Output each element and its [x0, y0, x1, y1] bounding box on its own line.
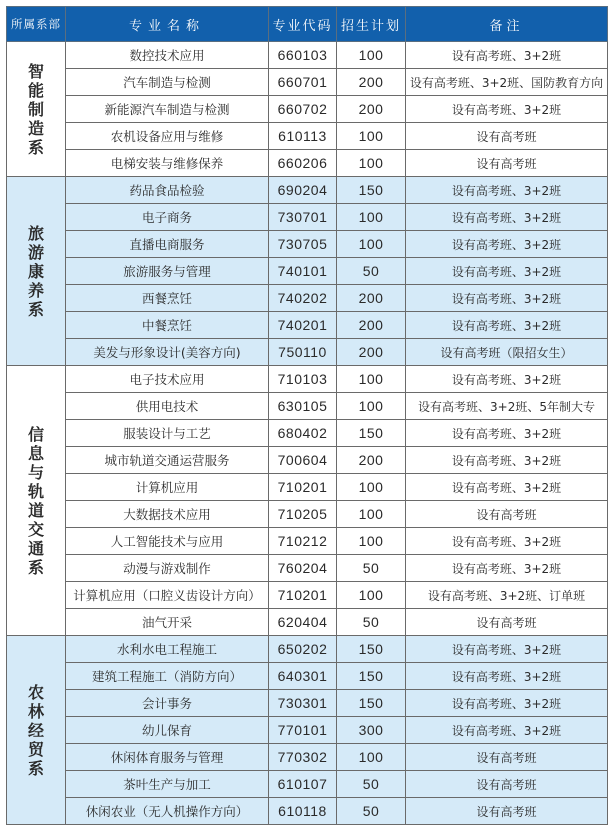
- major-name-cell: 美发与形象设计(美容方向): [66, 339, 269, 366]
- column-header-plan: 招生计划: [337, 7, 406, 42]
- remark-cell: 设有高考班、3+2班: [406, 366, 608, 393]
- major-name-cell: 动漫与游戏制作: [66, 555, 269, 582]
- major-code-cell: 660103: [269, 42, 337, 69]
- major-name-cell: 大数据技术应用: [66, 501, 269, 528]
- major-code-cell: 750110: [269, 339, 337, 366]
- major-name-cell: 数控技术应用: [66, 42, 269, 69]
- major-name-cell: 水利水电工程施工: [66, 636, 269, 663]
- table-row: [7, 96, 608, 123]
- enrollment-plan-cell: 100: [337, 204, 406, 231]
- table-row: [7, 69, 608, 96]
- enrollment-plan-cell: 100: [337, 366, 406, 393]
- remark-cell: 设有高考班、3+2班: [406, 285, 608, 312]
- remark-cell: 设有高考班、3+2班: [406, 474, 608, 501]
- major-code-cell: 660206: [269, 150, 337, 177]
- major-code-cell: 610113: [269, 123, 337, 150]
- column-header-name: 专业名称: [66, 7, 269, 42]
- table-row: [7, 447, 608, 474]
- table-row: [7, 312, 608, 339]
- table-row: [7, 717, 608, 744]
- department-label: 农林经贸系: [27, 682, 44, 778]
- major-code-cell: 700604: [269, 447, 337, 474]
- major-code-cell: 640301: [269, 663, 337, 690]
- major-code-cell: 620404: [269, 609, 337, 636]
- major-code-cell: 610107: [269, 771, 337, 798]
- major-code-cell: 730301: [269, 690, 337, 717]
- table-row: [7, 474, 608, 501]
- enrollment-plan-cell: 150: [337, 420, 406, 447]
- major-name-cell: 幼儿保育: [66, 717, 269, 744]
- enrollment-plan-cell: 100: [337, 528, 406, 555]
- remark-cell: 设有高考班、3+2班: [406, 528, 608, 555]
- major-code-cell: 740202: [269, 285, 337, 312]
- major-code-cell: 730705: [269, 231, 337, 258]
- column-header-note: 备注: [406, 7, 608, 42]
- enrollment-plan-cell: 100: [337, 123, 406, 150]
- department-cell: [7, 42, 66, 177]
- remark-cell: 设有高考班: [406, 501, 608, 528]
- table-row: [7, 582, 608, 609]
- major-name-cell: 建筑工程施工（消防方向）: [66, 663, 269, 690]
- enrollment-plan-cell: 100: [337, 150, 406, 177]
- major-name-cell: 中餐烹饪: [66, 312, 269, 339]
- table-row: [7, 339, 608, 366]
- major-code-cell: 710201: [269, 474, 337, 501]
- enrollment-plan-cell: 200: [337, 285, 406, 312]
- remark-cell: 设有高考班、3+2班: [406, 258, 608, 285]
- remark-cell: 设有高考班、3+2班: [406, 312, 608, 339]
- major-name-cell: 供用电技术: [66, 393, 269, 420]
- table-row: [7, 366, 608, 393]
- remark-cell: 设有高考班、3+2班、5年制大专: [406, 393, 608, 420]
- enrollment-plan-cell: 100: [337, 501, 406, 528]
- remark-cell: 设有高考班: [406, 771, 608, 798]
- major-code-cell: 760204: [269, 555, 337, 582]
- major-code-cell: 650202: [269, 636, 337, 663]
- remark-cell: 设有高考班、3+2班: [406, 636, 608, 663]
- enrollment-plan-cell: 300: [337, 717, 406, 744]
- major-name-cell: 新能源汽车制造与检测: [66, 96, 269, 123]
- remark-cell: 设有高考班、3+2班: [406, 690, 608, 717]
- table-row: [7, 231, 608, 258]
- enrollment-plan-cell: 100: [337, 42, 406, 69]
- table-row: [7, 798, 608, 825]
- enrollment-plan-cell: 50: [337, 609, 406, 636]
- remark-cell: 设有高考班、3+2班: [406, 204, 608, 231]
- department-label: 智能制造系: [27, 61, 44, 157]
- table-row: [7, 204, 608, 231]
- enrollment-plan-cell: 100: [337, 474, 406, 501]
- major-code-cell: 680402: [269, 420, 337, 447]
- enrollment-plan-cell: 200: [337, 96, 406, 123]
- table-header-row: [7, 7, 608, 42]
- major-code-cell: 660702: [269, 96, 337, 123]
- table-row: [7, 150, 608, 177]
- column-header-code: 专业代码: [269, 7, 337, 42]
- major-name-cell: 药品食品检验: [66, 177, 269, 204]
- remark-cell: 设有高考班: [406, 150, 608, 177]
- remark-cell: 设有高考班、3+2班: [406, 717, 608, 744]
- major-code-cell: 740101: [269, 258, 337, 285]
- major-name-cell: 茶叶生产与加工: [66, 771, 269, 798]
- major-code-cell: 730701: [269, 204, 337, 231]
- remark-cell: 设有高考班、3+2班: [406, 231, 608, 258]
- major-code-cell: 740201: [269, 312, 337, 339]
- major-name-cell: 旅游服务与管理: [66, 258, 269, 285]
- remark-cell: 设有高考班、3+2班: [406, 420, 608, 447]
- department-cell: [7, 636, 66, 825]
- column-header-dept: 所属系部: [7, 7, 66, 42]
- major-name-cell: 城市轨道交通运营服务: [66, 447, 269, 474]
- remark-cell: 设有高考班、3+2班: [406, 447, 608, 474]
- table-row: [7, 501, 608, 528]
- major-name-cell: 电子商务: [66, 204, 269, 231]
- table-row: [7, 42, 608, 69]
- table-row: [7, 690, 608, 717]
- major-name-cell: 服装设计与工艺: [66, 420, 269, 447]
- department-cell: [7, 177, 66, 366]
- table-row: [7, 663, 608, 690]
- major-code-cell: 710201: [269, 582, 337, 609]
- major-name-cell: 人工智能技术与应用: [66, 528, 269, 555]
- major-name-cell: 电子技术应用: [66, 366, 269, 393]
- enrollment-plan-cell: 100: [337, 744, 406, 771]
- table-row: [7, 285, 608, 312]
- remark-cell: 设有高考班（限招女生）: [406, 339, 608, 366]
- enrollment-plan-cell: 100: [337, 582, 406, 609]
- department-label: 旅游康养系: [27, 223, 44, 319]
- major-code-cell: 710103: [269, 366, 337, 393]
- table-row: [7, 393, 608, 420]
- major-name-cell: 西餐烹饪: [66, 285, 269, 312]
- major-code-cell: 710212: [269, 528, 337, 555]
- remark-cell: 设有高考班: [406, 744, 608, 771]
- remark-cell: 设有高考班、3+2班: [406, 42, 608, 69]
- table-row: [7, 744, 608, 771]
- enrollment-plan-cell: 150: [337, 690, 406, 717]
- table-row: [7, 123, 608, 150]
- remark-cell: 设有高考班: [406, 609, 608, 636]
- enrollment-plan-cell: 50: [337, 555, 406, 582]
- major-code-cell: 770302: [269, 744, 337, 771]
- department-label: 信息与轨道交通系: [27, 424, 44, 577]
- remark-cell: 设有高考班、3+2班: [406, 555, 608, 582]
- table-row: [7, 609, 608, 636]
- major-name-cell: 油气开采: [66, 609, 269, 636]
- enrollment-plan-cell: 50: [337, 258, 406, 285]
- remark-cell: 设有高考班、3+2班: [406, 96, 608, 123]
- enrollment-table: [6, 6, 608, 825]
- remark-cell: 设有高考班: [406, 123, 608, 150]
- table-row: [7, 177, 608, 204]
- table-body: [7, 42, 608, 825]
- enrollment-plan-cell: 200: [337, 447, 406, 474]
- table-row: [7, 636, 608, 663]
- major-code-cell: 610118: [269, 798, 337, 825]
- enrollment-plan-cell: 200: [337, 339, 406, 366]
- enrollment-plan-cell: 200: [337, 69, 406, 96]
- major-name-cell: 电梯安装与维修保养: [66, 150, 269, 177]
- major-name-cell: 直播电商服务: [66, 231, 269, 258]
- major-code-cell: 660701: [269, 69, 337, 96]
- remark-cell: 设有高考班、3+2班、国防教育方向: [406, 69, 608, 96]
- major-code-cell: 710205: [269, 501, 337, 528]
- table-row: [7, 771, 608, 798]
- major-name-cell: 计算机应用: [66, 474, 269, 501]
- enrollment-plan-cell: 200: [337, 312, 406, 339]
- table-row: [7, 528, 608, 555]
- major-name-cell: 计算机应用（口腔义齿设计方向）: [66, 582, 269, 609]
- department-cell: [7, 366, 66, 636]
- table-row: [7, 420, 608, 447]
- enrollment-plan-cell: 100: [337, 393, 406, 420]
- enrollment-plan-cell: 150: [337, 663, 406, 690]
- major-name-cell: 汽车制造与检测: [66, 69, 269, 96]
- enrollment-plan-cell: 150: [337, 177, 406, 204]
- major-code-cell: 690204: [269, 177, 337, 204]
- enrollment-plan-cell: 50: [337, 771, 406, 798]
- remark-cell: 设有高考班、3+2班、订单班: [406, 582, 608, 609]
- remark-cell: 设有高考班、3+2班: [406, 177, 608, 204]
- remark-cell: 设有高考班: [406, 798, 608, 825]
- major-name-cell: 农机设备应用与维修: [66, 123, 269, 150]
- table-row: [7, 258, 608, 285]
- major-name-cell: 会计事务: [66, 690, 269, 717]
- major-code-cell: 770101: [269, 717, 337, 744]
- enrollment-plan-cell: 50: [337, 798, 406, 825]
- enrollment-plan-cell: 150: [337, 636, 406, 663]
- major-name-cell: 休闲体育服务与管理: [66, 744, 269, 771]
- table-row: [7, 555, 608, 582]
- remark-cell: 设有高考班、3+2班: [406, 663, 608, 690]
- major-name-cell: 休闲农业（无人机操作方向）: [66, 798, 269, 825]
- enrollment-plan-cell: 100: [337, 231, 406, 258]
- major-code-cell: 630105: [269, 393, 337, 420]
